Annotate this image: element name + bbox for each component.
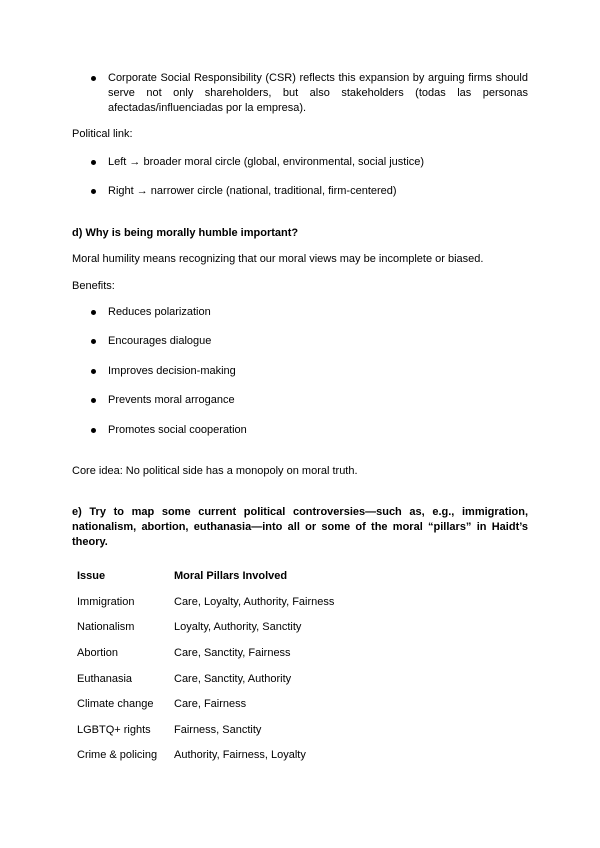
bullet-dot xyxy=(91,369,96,374)
issue-cell: Crime & policing xyxy=(77,749,158,762)
political-link-item: Right → narrower circle (national, traditional, firm-centered) xyxy=(108,185,397,197)
pillars-cell: Care, Fairness xyxy=(174,698,247,711)
csr-bullet-text: Corporate Social Responsibility (CSR) reflects this expansion by arguing firms should serve not only shareholders, but also stakeholders (todas las personas afectadas/influenciadas por la empresa). xyxy=(108,72,528,114)
list-item xyxy=(91,155,528,170)
issue-cell: LGBTQ+ rights xyxy=(77,723,151,736)
issue-cell: Climate change xyxy=(77,698,154,711)
issue-cell: Nationalism xyxy=(77,621,135,634)
csr-bullet xyxy=(91,71,528,116)
benefit-item: Reduces polarization xyxy=(108,306,211,318)
benefit-item: Prevents moral arrogance xyxy=(108,394,235,406)
pillars-cell: Loyalty, Authority, Sanctity xyxy=(174,621,302,634)
benefit-item: Encourages dialogue xyxy=(108,335,212,347)
section-e-heading: e) Try to map some current political controversies—such as, e.g., immigration, nationalism, abortion, euthanasia—into all or some of the moral “pillars” in Haidt’s theory. xyxy=(72,506,528,548)
table-row xyxy=(72,590,334,616)
table-row xyxy=(72,641,334,667)
table-header-row xyxy=(72,564,334,590)
pillars-cell: Care, Sanctity, Authority xyxy=(174,672,292,685)
table-row xyxy=(72,718,334,744)
bullet-dot xyxy=(91,189,96,194)
pillars-cell: Fairness, Sanctity xyxy=(174,723,262,736)
bullet-dot xyxy=(91,160,96,165)
list-item xyxy=(91,305,528,320)
section-d-definition: Moral humility means recognizing that our moral views may be incomplete or biased. xyxy=(72,253,484,265)
core-idea: Core idea: No political side has a monopoly on moral truth. xyxy=(72,465,358,477)
benefit-item: Improves decision-making xyxy=(108,365,236,377)
list-item xyxy=(91,393,528,408)
political-link-item: Left → broader moral circle (global, environmental, social justice) xyxy=(108,156,425,168)
pillars-cell: Care, Sanctity, Fairness xyxy=(174,647,291,660)
political-link-label: Political link: xyxy=(72,128,133,140)
table-row xyxy=(72,743,334,769)
column-header-issue: Issue xyxy=(77,570,106,583)
table-row xyxy=(72,666,334,692)
bullet-dot xyxy=(91,76,96,81)
table-row xyxy=(72,615,334,641)
issue-cell: Euthanasia xyxy=(77,672,133,685)
bullet-dot xyxy=(91,310,96,315)
benefits-label: Benefits: xyxy=(72,280,115,292)
issue-cell: Abortion xyxy=(77,647,118,660)
section-d-heading: d) Why is being morally humble important? xyxy=(72,227,299,239)
column-header-pillars: Moral Pillars Involved xyxy=(174,570,288,583)
issue-cell: Immigration xyxy=(77,595,135,608)
bullet-dot xyxy=(91,428,96,433)
table-row xyxy=(72,692,334,718)
pillars-cell: Authority, Fairness, Loyalty xyxy=(174,749,306,762)
moral-pillars-table xyxy=(72,564,334,769)
list-item xyxy=(91,364,528,379)
pillars-cell: Care, Loyalty, Authority, Fairness xyxy=(174,595,335,608)
bullet-dot xyxy=(91,339,96,344)
benefit-item: Promotes social cooperation xyxy=(108,424,247,436)
list-item xyxy=(91,334,528,349)
bullet-dot xyxy=(91,398,96,403)
list-item xyxy=(91,184,528,199)
list-item xyxy=(91,423,528,438)
